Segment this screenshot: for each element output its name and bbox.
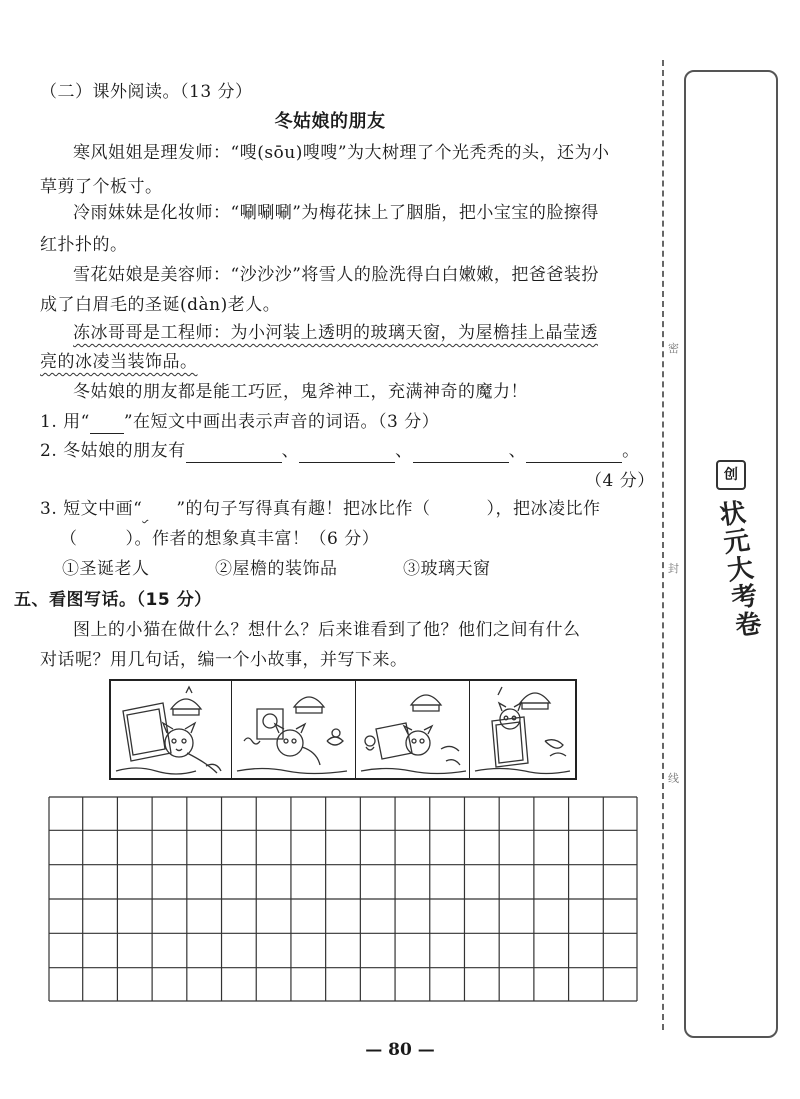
seal-dashed-line [662, 60, 664, 1030]
q3-wavy-sample [142, 497, 176, 521]
cat-frame-icon [470, 681, 575, 778]
q1-text-b: ”在短文中画出表示声音的词语。（3 分） [123, 412, 440, 432]
section-5-heading: 五、看图写话。（15 分） [14, 590, 212, 610]
passage-p4-line2: 亮的冰凌当装饰品。 [40, 352, 198, 372]
q2-end: 。 [622, 441, 640, 461]
passage-p1-line1: 寒风姐姐是理发师：“嗖(sōu)嗖嗖”为大树理了个光秃秃的头，还为小 [73, 143, 610, 163]
passage-p2-line2: 红扑扑的。 [40, 235, 128, 255]
brand-name: 状元大考卷 [713, 498, 763, 641]
q2-blank-1[interactable] [186, 444, 282, 463]
q2-sep-1: 、 [281, 441, 300, 461]
q3-line2-b: ）。作者的想象真丰富！（6 分） [125, 529, 380, 549]
cat-drawing-icon [111, 681, 232, 778]
passage-p3-line2: 成了白眉毛的圣诞(dàn)老人。 [40, 295, 281, 315]
question-2 [40, 439, 640, 463]
section-5-prompt-line2: 对话呢？用几句话，编一个小故事，并写下来。 [40, 650, 408, 670]
picture-panel-3 [356, 681, 470, 778]
q2-score: （4 分） [585, 471, 655, 491]
section-2-heading: （二）课外阅读。（13 分） [40, 82, 253, 102]
passage-p5-line1: 冬姑娘的朋友都是能工巧匠，鬼斧神工，充满神奇的魔力！ [73, 382, 528, 402]
picture-panel-1 [111, 681, 232, 778]
question-3 [40, 497, 601, 521]
q2-blank-3[interactable] [413, 444, 509, 463]
q2-text: 冬姑娘的朋友有 [63, 441, 186, 461]
writing-grid[interactable] [48, 796, 638, 1002]
q2-sep-2: 、 [395, 441, 413, 461]
q1-text-a: 用“ [63, 412, 90, 432]
seal-char-2: 封 [668, 562, 679, 575]
picture-panel-2 [232, 681, 356, 778]
picture-panel-4 [470, 681, 575, 778]
passage-title: 冬姑娘的朋友 [274, 111, 386, 132]
q2-number: 2. [40, 441, 58, 461]
q2-blank-4[interactable] [526, 444, 622, 463]
passage-p1-line2: 草剪了个板寸。 [40, 177, 163, 197]
q3-text-c: ），把冰凌比作 [486, 499, 601, 519]
seal-char-1: 密 [668, 342, 679, 355]
page-number: — 80 — [365, 1040, 435, 1060]
passage-p4-line1: 冻冰哥哥是工程师：为小河装上透明的玻璃天窗，为屋檐挂上晶莹透 [73, 323, 598, 343]
q2-sep-3: 、 [508, 441, 527, 461]
option-2: ②屋檐的装饰品 [215, 559, 338, 579]
passage-p2-line1: 冷雨妹妹是化妆师：“唰唰唰”为梅花抹上了胭脂，把小宝宝的脸擦得 [73, 203, 599, 223]
q3-text-b: ”的句子写得真有趣！把冰比作（ [176, 499, 431, 519]
option-3: ③玻璃天窗 [403, 559, 491, 579]
question-1 [40, 410, 439, 434]
q1-underline-sample [90, 419, 124, 434]
q3-line2-a: （ [60, 529, 78, 549]
question-3-line2 [60, 527, 379, 551]
q2-blank-2[interactable] [299, 444, 395, 463]
section-5-prompt-line1: 图上的小猫在做什么？想什么？后来谁看到了他？他们之间有什么 [73, 620, 581, 640]
q3-text-a: 短文中画“ [63, 499, 143, 519]
picture-strip [109, 679, 577, 780]
brand-logo-icon: 创 [716, 460, 746, 490]
cat-mouse-icon [356, 681, 470, 778]
seal-char-3: 线 [668, 772, 679, 785]
q1-number: 1. [40, 412, 58, 432]
cat-painting-icon [232, 681, 356, 778]
q3-number: 3. [40, 499, 58, 519]
option-1: ①圣诞老人 [62, 559, 150, 579]
passage-p3-line1: 雪花姑娘是美容师：“沙沙沙”将雪人的脸洗得白白嫩嫩，把爸爸装扮 [73, 265, 599, 285]
